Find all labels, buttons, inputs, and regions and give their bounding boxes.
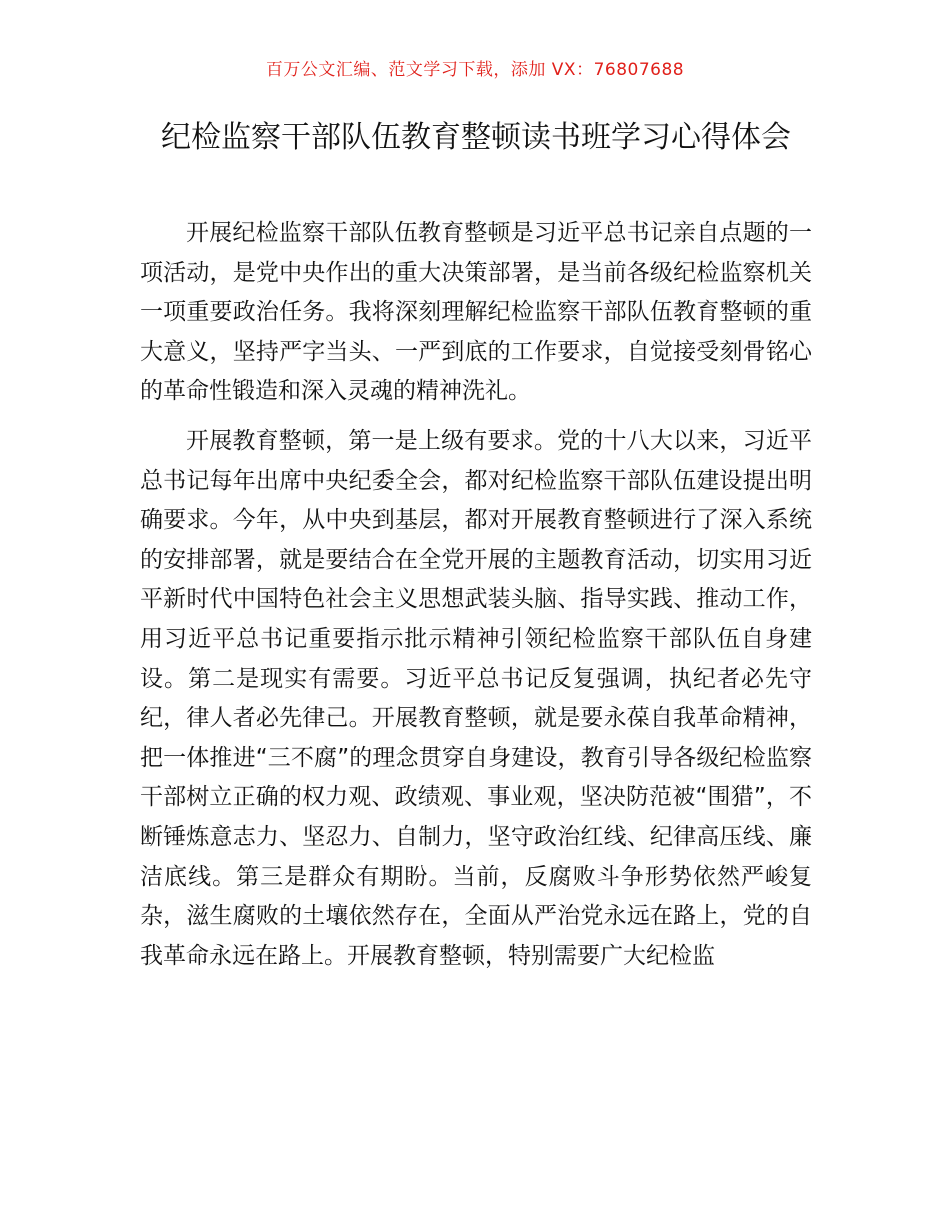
body-paragraph-1: 开展纪检监察干部队伍教育整顿是习近平总书记亲自点题的一项活动，是党中央作出的重大决策部署，是当前各级纪检监察机关一项重要政治任务。我将深刻理解纪检监察干部队伍教育整顿的重大意义，坚持严字当头、一严到底的工作要求，自觉接受刻骨铭心的革命性锻造和深入灵魂的精神洗礼。 <box>140 220 812 405</box>
document-title: 纪检监察干部队伍教育整顿读书班学习心得体会 <box>161 120 791 155</box>
document-body <box>140 214 812 986</box>
header-watermark-note: 百万公文汇编、范文学习下载，添加 VX：76807688 <box>265 60 685 80</box>
body-paragraph-2: 开展教育整顿，第一是上级有要求。党的十八大以来，习近平总书记每年出席中央纪委全会，都对纪检监察干部队伍建设提出明确要求。今年，从中央到基层，都对开展教育整顿进行了深入系统的安排部署，就是要结合在全党开展的主题教育活动，切实用习近平新时代中国特色社会主义思想武装头脑、指导实践、推动工作，用习近平总书记重要指示批示精神引领纪检监察干部队伍自身建设。第二是现实有需要。习近平总书记反复强调，执纪者必先守纪，律人者必先律己。开展教育整顿，就是要永葆自我革命精神，把一体推进“三不腐”的理念贯穿自身建设，教育引导各级纪检监察干部树立正确的权力观、政绩观、事业观，坚决防范被“围猎”，不断锤炼意志力、坚忍力、自制力，坚守政治红线、纪律高压线、廉洁底线。第三是群众有期盼。当前，反腐败斗争形势依然严峻复杂，滋生腐败的土壤依然存在，全面从严治党永远在路上，党的自我革命永远在路上。开展教育整顿，特别需要广大纪检监 <box>140 427 812 969</box>
